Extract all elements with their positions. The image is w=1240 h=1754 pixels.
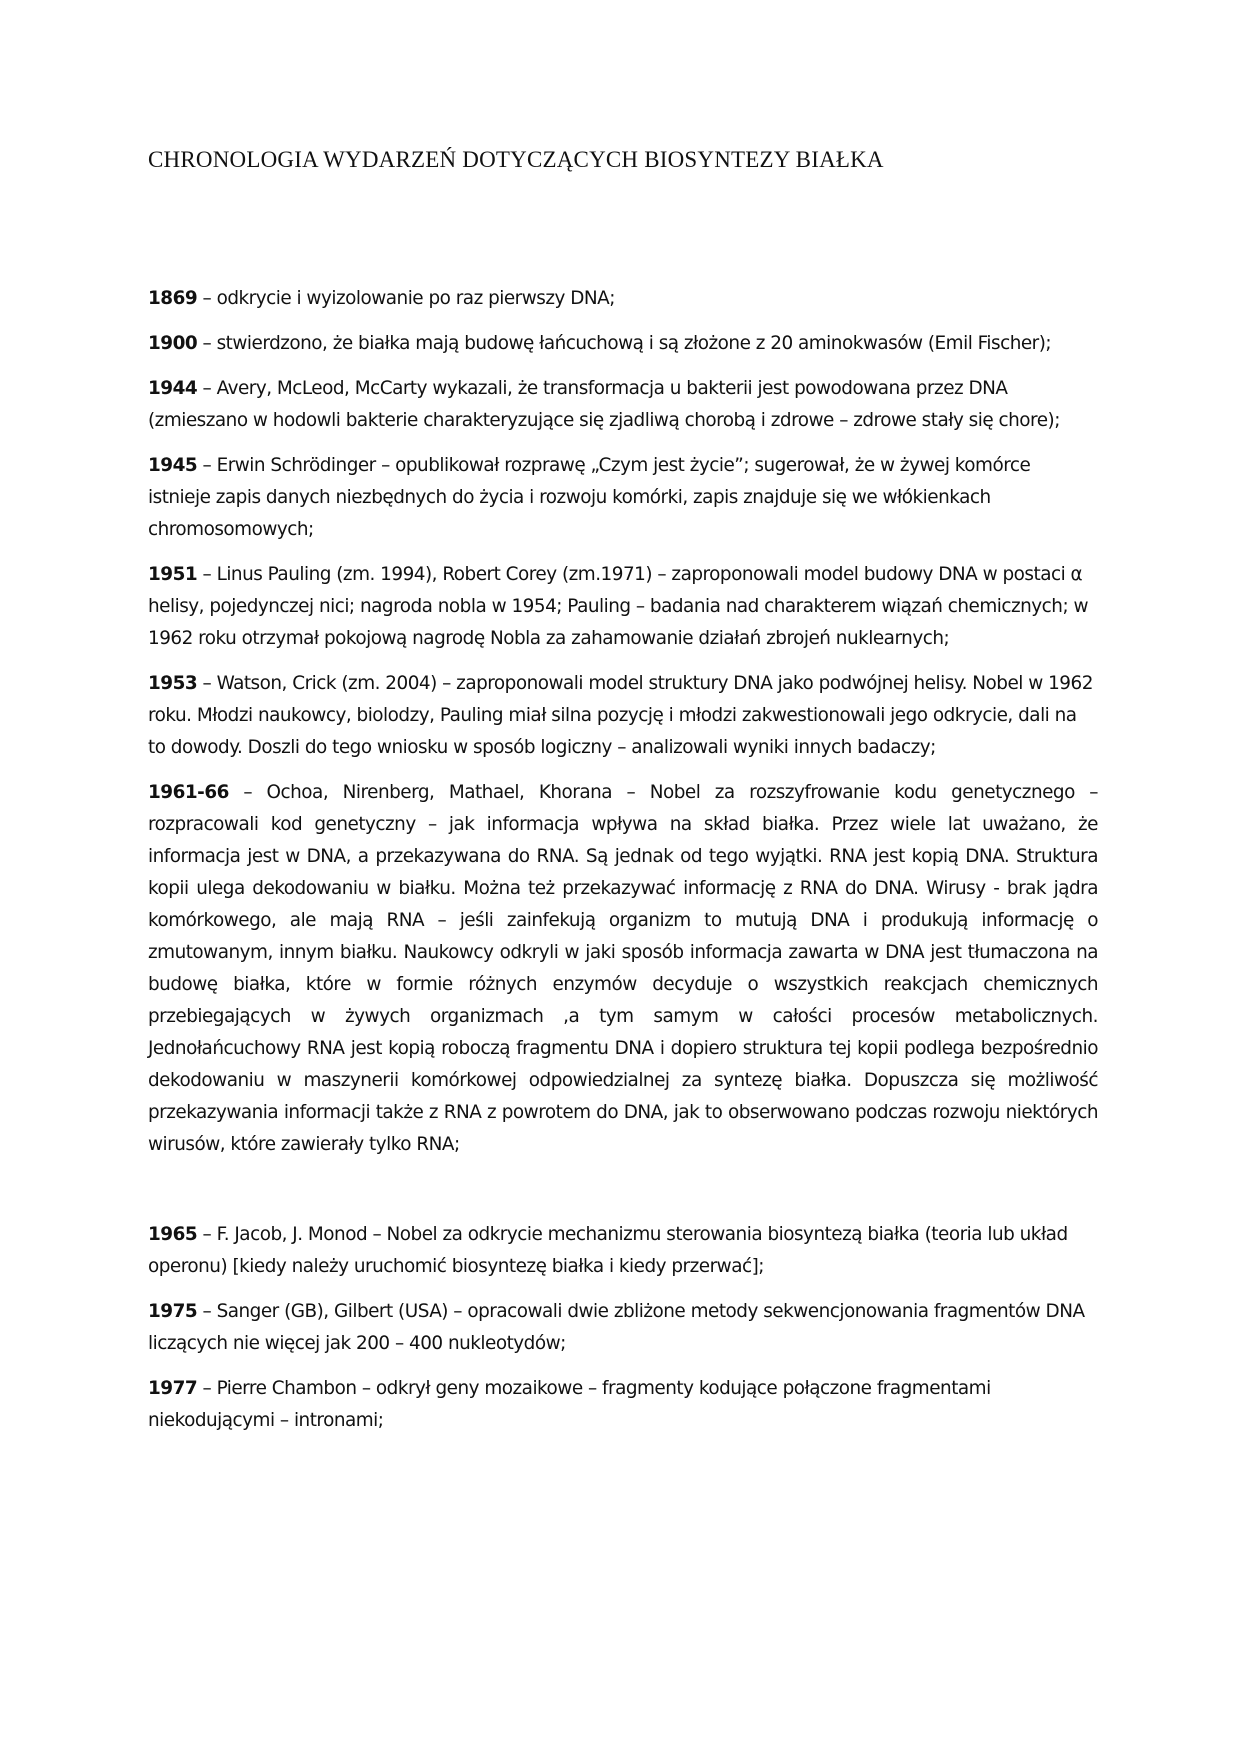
- entry-text: – Ochoa, Nirenberg, Mathael, Khorana – Nobel za rozszyfrowanie kodu genetycznego – rozpracowali kod genetyczny – jak informacja wpływa na skład białka. Przez wiele lat uważano, że informacja jest w DNA, a przekazywana do RNA. Są jednak od tego wyjątki. RNA jest kopią DNA. Struktura kopii ulega dekodowaniu w białku. Można też przekazywać informację z RNA do DNA. Wirusy - brak jądra komórkowego, ale mają RNA – jeśli zainfekują organizm to mutują DNA i produkują informację o zmutowanym, innym białku. Naukowcy odkryli w jaki sposób informacja zawarta w DNA jest tłumaczona na budowę białka, które w formie różnych enzymów decyduje o wszystkich reakcjach chemicznych przebiegających w żywych organizmach ,a tym samym w całości procesów metabolicznych. Jednołańcuchowy RNA jest kopią roboczą fragmentu DNA i dopiero struktura tej kopii podlega bezpośrednio dekodowaniu w maszynerii komórkowej odpowiedzialnej za syntezę białka. Dopuszcza się możliwość przekazywania informacji także z RNA z powrotem do DNA, jak to obserwowano podczas rozwoju niektórych wirusów, które zawierały tylko RNA;: [148, 782, 1098, 1155]
- entry-text: – Erwin Schrödinger – opublikował rozprawę „Czym jest życie”; sugerował, że w żywej komórce istnieje zapis danych niezbędnych do życia i rozwoju komórki, zapis znajduje się we włókienkach chromosomowych;: [148, 455, 1031, 540]
- entry-text: – Watson, Crick (zm. 2004) – zaproponowali model struktury DNA jako podwójnej helisy. Nobel w 1962 roku. Młodzi naukowcy, biolodzy, Pauling miał silna pozycję i młodzi zakwestionowali jego odkrycie, dali na to dowody. Doszli do tego wniosku w sposób logiczny – analizowali wyniki innych badaczy;: [148, 673, 1093, 758]
- document-title: CHRONOLOGIA WYDARZEŃ DOTYCZĄCYCH BIOSYNTEZY BIAŁKA: [148, 147, 884, 172]
- chronology-entry-1975: [148, 1296, 1098, 1360]
- entry-text: – Avery, McLeod, McCarty wykazali, że transformacja u bakterii jest powodowana przez DNA (zmieszano w hodowli bakterie charakteryzujące się zjadliwą chorobą i zdrowe – zdrowe stały się chore);: [148, 378, 1060, 431]
- entry-year: 1944: [148, 378, 198, 399]
- chronology-entry-1945: [148, 450, 1098, 546]
- entry-text: – stwierdzono, że białka mają budowę łańcuchową i są złożone z 20 aminokwasów (Emil Fischer);: [197, 333, 1052, 354]
- entry-year: 1953: [148, 673, 198, 694]
- chronology-entry-1869: [148, 283, 1098, 315]
- entry-text: – Pierre Chambon – odkrył geny mozaikowe – fragmenty kodujące połączone fragmentami niekodującymi – intronami;: [148, 1378, 991, 1431]
- entry-year: 1869: [148, 288, 198, 309]
- entry-text: – odkrycie i wyizolowanie po raz pierwszy DNA;: [197, 288, 615, 309]
- chronology-list: [148, 283, 1098, 1450]
- chronology-entry-1965: [148, 1219, 1098, 1283]
- chronology-entry-1951: [148, 559, 1098, 655]
- paragraph-gap: [148, 1174, 1098, 1219]
- chronology-entry-1977: [148, 1373, 1098, 1437]
- entry-year: 1900: [148, 333, 198, 354]
- entry-year: 1975: [148, 1301, 198, 1322]
- chronology-entry-1961-66: [148, 777, 1098, 1161]
- entry-text: – Linus Pauling (zm. 1994), Robert Corey (zm.1971) – zaproponowali model budowy DNA w postaci α helisy, pojedynczej nici; nagroda nobla w 1954; Pauling – badania nad charakterem wiązań chemicznych; w 1962 roku otrzymał pokojową nagrodę Nobla za zahamowanie działań zbrojeń nuklearnych;: [148, 564, 1089, 649]
- entry-year: 1945: [148, 455, 198, 476]
- chronology-entry-1944: [148, 373, 1098, 437]
- chronology-entry-1953: [148, 668, 1098, 764]
- entry-year: 1965: [148, 1224, 198, 1245]
- entry-year: 1977: [148, 1378, 198, 1399]
- entry-text: – F. Jacob, J. Monod – Nobel za odkrycie mechanizmu sterowania biosyntezą białka (teoria lub układ operonu) [kiedy należy uruchomić biosyntezę białka i kiedy przerwać];: [148, 1224, 1068, 1277]
- chronology-entry-1900: [148, 328, 1098, 360]
- entry-text: – Sanger (GB), Gilbert (USA) – opracowali dwie zbliżone metody sekwencjonowania fragmentów DNA liczących nie więcej jak 200 – 400 nukleotydów;: [148, 1301, 1085, 1354]
- entry-year: 1961-66: [148, 782, 229, 803]
- entry-year: 1951: [148, 564, 198, 585]
